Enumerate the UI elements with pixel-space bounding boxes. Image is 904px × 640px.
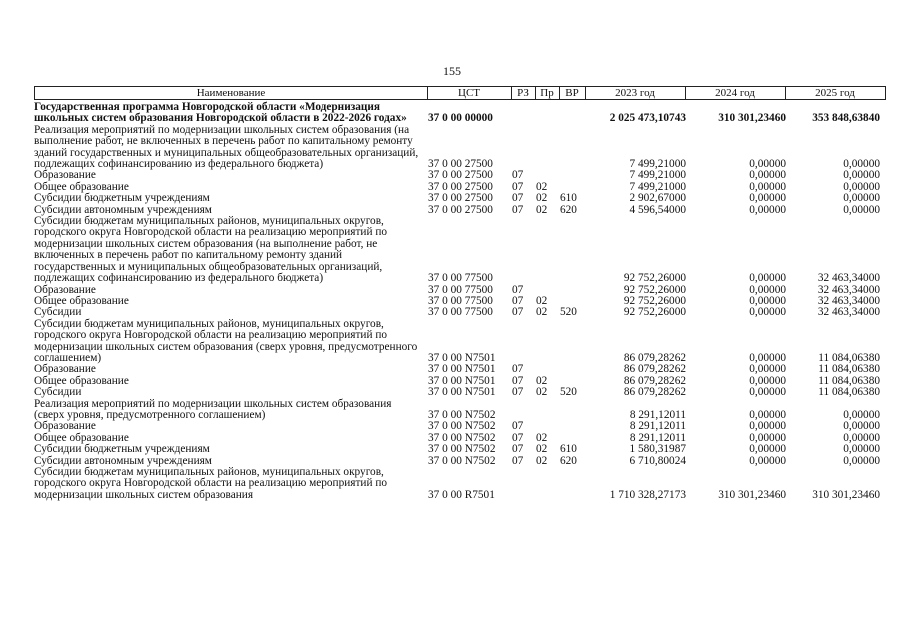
cell-2025: 0,00000	[843, 408, 880, 421]
cell-2025: 0,00000	[843, 443, 880, 456]
cell-cst: 37 0 00 N7502	[428, 443, 496, 456]
cell-cst: 37 0 00 N7502	[428, 454, 496, 467]
cell-2024: 0,00000	[749, 408, 786, 421]
cell-2024: 0,00000	[749, 306, 786, 319]
cell-2025: 353 848,63840	[812, 112, 880, 125]
cell-2025: 0,00000	[843, 203, 880, 216]
cell-cst: 37 0 00 N7501	[428, 374, 496, 387]
cell-rz: 07	[512, 180, 524, 193]
cell-2024: 0,00000	[749, 351, 786, 364]
cell-name: Субсидии	[34, 386, 82, 399]
cell-rz: 07	[512, 306, 524, 319]
header-2025: 2025 год	[815, 87, 855, 99]
cell-2024: 0,00000	[749, 454, 786, 467]
cell-2025: 32 463,34000	[817, 306, 880, 319]
cell-cst: 37 0 00 27500	[428, 180, 493, 193]
cell-cst: 37 0 00 N7502	[428, 408, 496, 421]
cell-2024: 0,00000	[749, 363, 786, 376]
cell-cst: 37 0 00 N7502	[428, 431, 496, 444]
page-number: 155	[443, 64, 461, 78]
cell-2025: 11 084,06380	[818, 386, 880, 399]
cell-name: Общее образование	[34, 431, 129, 444]
header-name: Наименование	[35, 87, 428, 99]
cell-pr: 02	[536, 192, 548, 205]
cell-rz: 07	[512, 169, 524, 182]
cell-2025: 32 463,34000	[817, 283, 880, 296]
cell-pr: 02	[536, 443, 548, 456]
cell-cst: 37 0 00 77500	[428, 294, 493, 307]
cell-name: Общее образование	[34, 294, 129, 307]
cell-2023: 7 499,21000	[629, 180, 686, 193]
cell-2023: 7 499,21000	[629, 169, 686, 182]
cell-cst: 37 0 00 R7501	[428, 488, 495, 501]
cell-cst: 37 0 00 N7502	[428, 420, 496, 433]
cell-cst: 37 0 00 77500	[428, 272, 493, 285]
cell-2025: 0,00000	[843, 420, 880, 433]
cell-name: Образование	[34, 169, 96, 182]
cell-cst: 37 0 00 00000	[428, 112, 493, 125]
table-header	[34, 86, 886, 100]
cell-2024: 0,00000	[749, 158, 786, 171]
cell-2023: 92 752,26000	[623, 294, 686, 307]
header-cst: ЦСТ	[427, 87, 512, 99]
cell-2024: 0,00000	[749, 169, 786, 182]
cell-2024: 0,00000	[749, 294, 786, 307]
cell-2024: 0,00000	[749, 431, 786, 444]
cell-pr: 02	[536, 374, 548, 387]
cell-pr: 02	[536, 180, 548, 193]
cell-2023: 86 079,28262	[623, 363, 686, 376]
cell-pr: 02	[536, 454, 548, 467]
cell-rz: 07	[512, 386, 524, 399]
cell-rz: 07	[512, 374, 524, 387]
cell-2024: 0,00000	[749, 386, 786, 399]
cell-2023: 86 079,28262	[623, 351, 686, 364]
cell-name: Субсидии бюджетам муниципальных районов, муниципальных округов, городского округа Новгородской области на реализацию мероприятий по модернизации школьных систем образования	[34, 466, 388, 501]
cell-name: Субсидии автономным учреждениям	[34, 454, 212, 467]
cell-pr: 02	[536, 203, 548, 216]
cell-2023: 1 710 328,27173	[609, 488, 686, 501]
table-row	[34, 399, 886, 422]
cell-cst: 37 0 00 N7501	[428, 386, 496, 399]
cell-rz: 07	[512, 454, 524, 467]
cell-cst: 37 0 00 27500	[428, 169, 493, 182]
cell-2023: 8 291,12011	[629, 420, 686, 433]
cell-2025: 0,00000	[843, 180, 880, 193]
cell-2023: 8 291,12011	[629, 408, 686, 421]
cell-2023: 86 079,28262	[623, 374, 686, 387]
header-rz: РЗ	[511, 87, 536, 99]
table-row	[34, 193, 886, 204]
cell-2024: 310 301,23460	[718, 112, 786, 125]
cell-rz: 07	[512, 443, 524, 456]
cell-cst: 37 0 00 77500	[428, 306, 493, 319]
cell-cst: 37 0 00 N7501	[428, 363, 496, 376]
cell-2024: 0,00000	[749, 180, 786, 193]
cell-2025: 11 084,06380	[818, 351, 880, 364]
cell-2025: 0,00000	[843, 454, 880, 467]
cell-pr: 02	[536, 294, 548, 307]
cell-2025: 11 084,06380	[818, 363, 880, 376]
cell-pr: 02	[536, 306, 548, 319]
cell-cst: 37 0 00 27500	[428, 158, 493, 171]
cell-2024: 0,00000	[749, 420, 786, 433]
table-row	[34, 307, 886, 318]
cell-name: Субсидии автономным учреждениям	[34, 203, 212, 216]
cell-name: Реализация мероприятий по модернизации школьных систем образования (на выполнение работ, не включенных в перечень работ по капитальному ремонту зданий государственных и муниципальных общеобразовательных организаций, подлежащих софинансированию из федерального бюджета)	[34, 123, 419, 171]
cell-rz: 07	[512, 363, 524, 376]
cell-2023: 4 596,54000	[629, 203, 686, 216]
cell-name: Субсидии бюджетам муниципальных районов, муниципальных округов, городского округа Новгородской области на реализацию мероприятий по модернизации школьных систем образования (сверх уровня, предусмотренного соглашением)	[34, 317, 418, 364]
cell-2023: 6 710,80024	[629, 454, 686, 467]
cell-rz: 07	[512, 283, 524, 296]
header-vr: ВР	[559, 87, 586, 99]
cell-name: Образование	[34, 420, 96, 433]
cell-pr: 02	[536, 431, 548, 444]
cell-name: Субсидии	[34, 306, 82, 319]
cell-2024: 0,00000	[749, 192, 786, 205]
table-row	[34, 387, 886, 398]
cell-2025: 11 084,06380	[818, 374, 880, 387]
cell-2024: 310 301,23460	[718, 488, 786, 501]
cell-2025: 32 463,34000	[817, 294, 880, 307]
cell-name: Общее образование	[34, 180, 129, 193]
cell-2025: 0,00000	[843, 169, 880, 182]
table-row	[34, 467, 886, 501]
cell-2023: 7 499,21000	[629, 158, 686, 171]
cell-name: Государственная программа Новгородской области «Модернизация школьных систем образования Новгородской области в 2022-2026 годах»	[34, 101, 407, 125]
cell-name: Реализация мероприятий по модернизации школьных систем образования (сверх уровня, предусмотренного соглашением)	[34, 397, 392, 421]
table-row	[34, 319, 886, 365]
cell-name: Субсидии бюджетам муниципальных районов, муниципальных округов, городского округа Новгородской области на реализацию мероприятий по модернизации школьных систем образования (на выполнение работ, не включенных в перечень работ по капитальному ремонту зданий государственных и муниципальных общеобразовательных организаций, подлежащих софинансированию из федерального бюджета)	[34, 215, 388, 285]
cell-2023: 86 079,28262	[623, 386, 686, 399]
cell-2023: 92 752,26000	[623, 306, 686, 319]
cell-name: Общее образование	[34, 374, 129, 387]
cell-pr: 02	[536, 386, 548, 399]
cell-2025: 0,00000	[843, 192, 880, 205]
cell-vr: 610	[560, 192, 577, 205]
cell-2023: 92 752,26000	[623, 272, 686, 285]
cell-vr: 520	[560, 306, 577, 319]
cell-2023: 92 752,26000	[623, 283, 686, 296]
cell-2025: 0,00000	[843, 158, 880, 171]
cell-2025: 32 463,34000	[817, 272, 880, 285]
cell-vr: 610	[560, 443, 577, 456]
cell-vr: 620	[560, 454, 577, 467]
cell-2023: 8 291,12011	[629, 431, 686, 444]
cell-vr: 520	[560, 386, 577, 399]
cell-cst: 37 0 00 77500	[428, 283, 493, 296]
cell-rz: 07	[512, 203, 524, 216]
cell-rz: 07	[512, 431, 524, 444]
header-pr: Пр	[535, 87, 560, 99]
cell-2024: 0,00000	[749, 443, 786, 456]
cell-2024: 0,00000	[749, 374, 786, 387]
table-row	[34, 444, 886, 455]
cell-vr: 620	[560, 203, 577, 216]
cell-cst: 37 0 00 27500	[428, 192, 493, 205]
cell-rz: 07	[512, 192, 524, 205]
cell-cst: 37 0 00 N7501	[428, 351, 496, 364]
table-row	[34, 216, 886, 284]
cell-2023: 2 025 473,10743	[609, 112, 686, 125]
cell-name: Субсидии бюджетным учреждениям	[34, 192, 210, 205]
cell-2025: 310 301,23460	[812, 488, 880, 501]
table-row	[34, 125, 886, 171]
cell-2025: 0,00000	[843, 431, 880, 444]
cell-2024: 0,00000	[749, 272, 786, 285]
cell-rz: 07	[512, 420, 524, 433]
cell-2024: 0,00000	[749, 203, 786, 216]
header-2023: 2023 год	[585, 87, 686, 99]
cell-2023: 1 580,31987	[629, 443, 686, 456]
cell-name: Образование	[34, 363, 96, 376]
table-row	[34, 102, 886, 125]
cell-2023: 2 902,67000	[629, 192, 686, 205]
cell-2024: 0,00000	[749, 283, 786, 296]
cell-name: Образование	[34, 283, 96, 296]
cell-name: Субсидии бюджетным учреждениям	[34, 443, 210, 456]
table-body	[34, 102, 886, 501]
header-2024: 2024 год	[685, 87, 786, 99]
cell-rz: 07	[512, 294, 524, 307]
cell-cst: 37 0 00 27500	[428, 203, 493, 216]
